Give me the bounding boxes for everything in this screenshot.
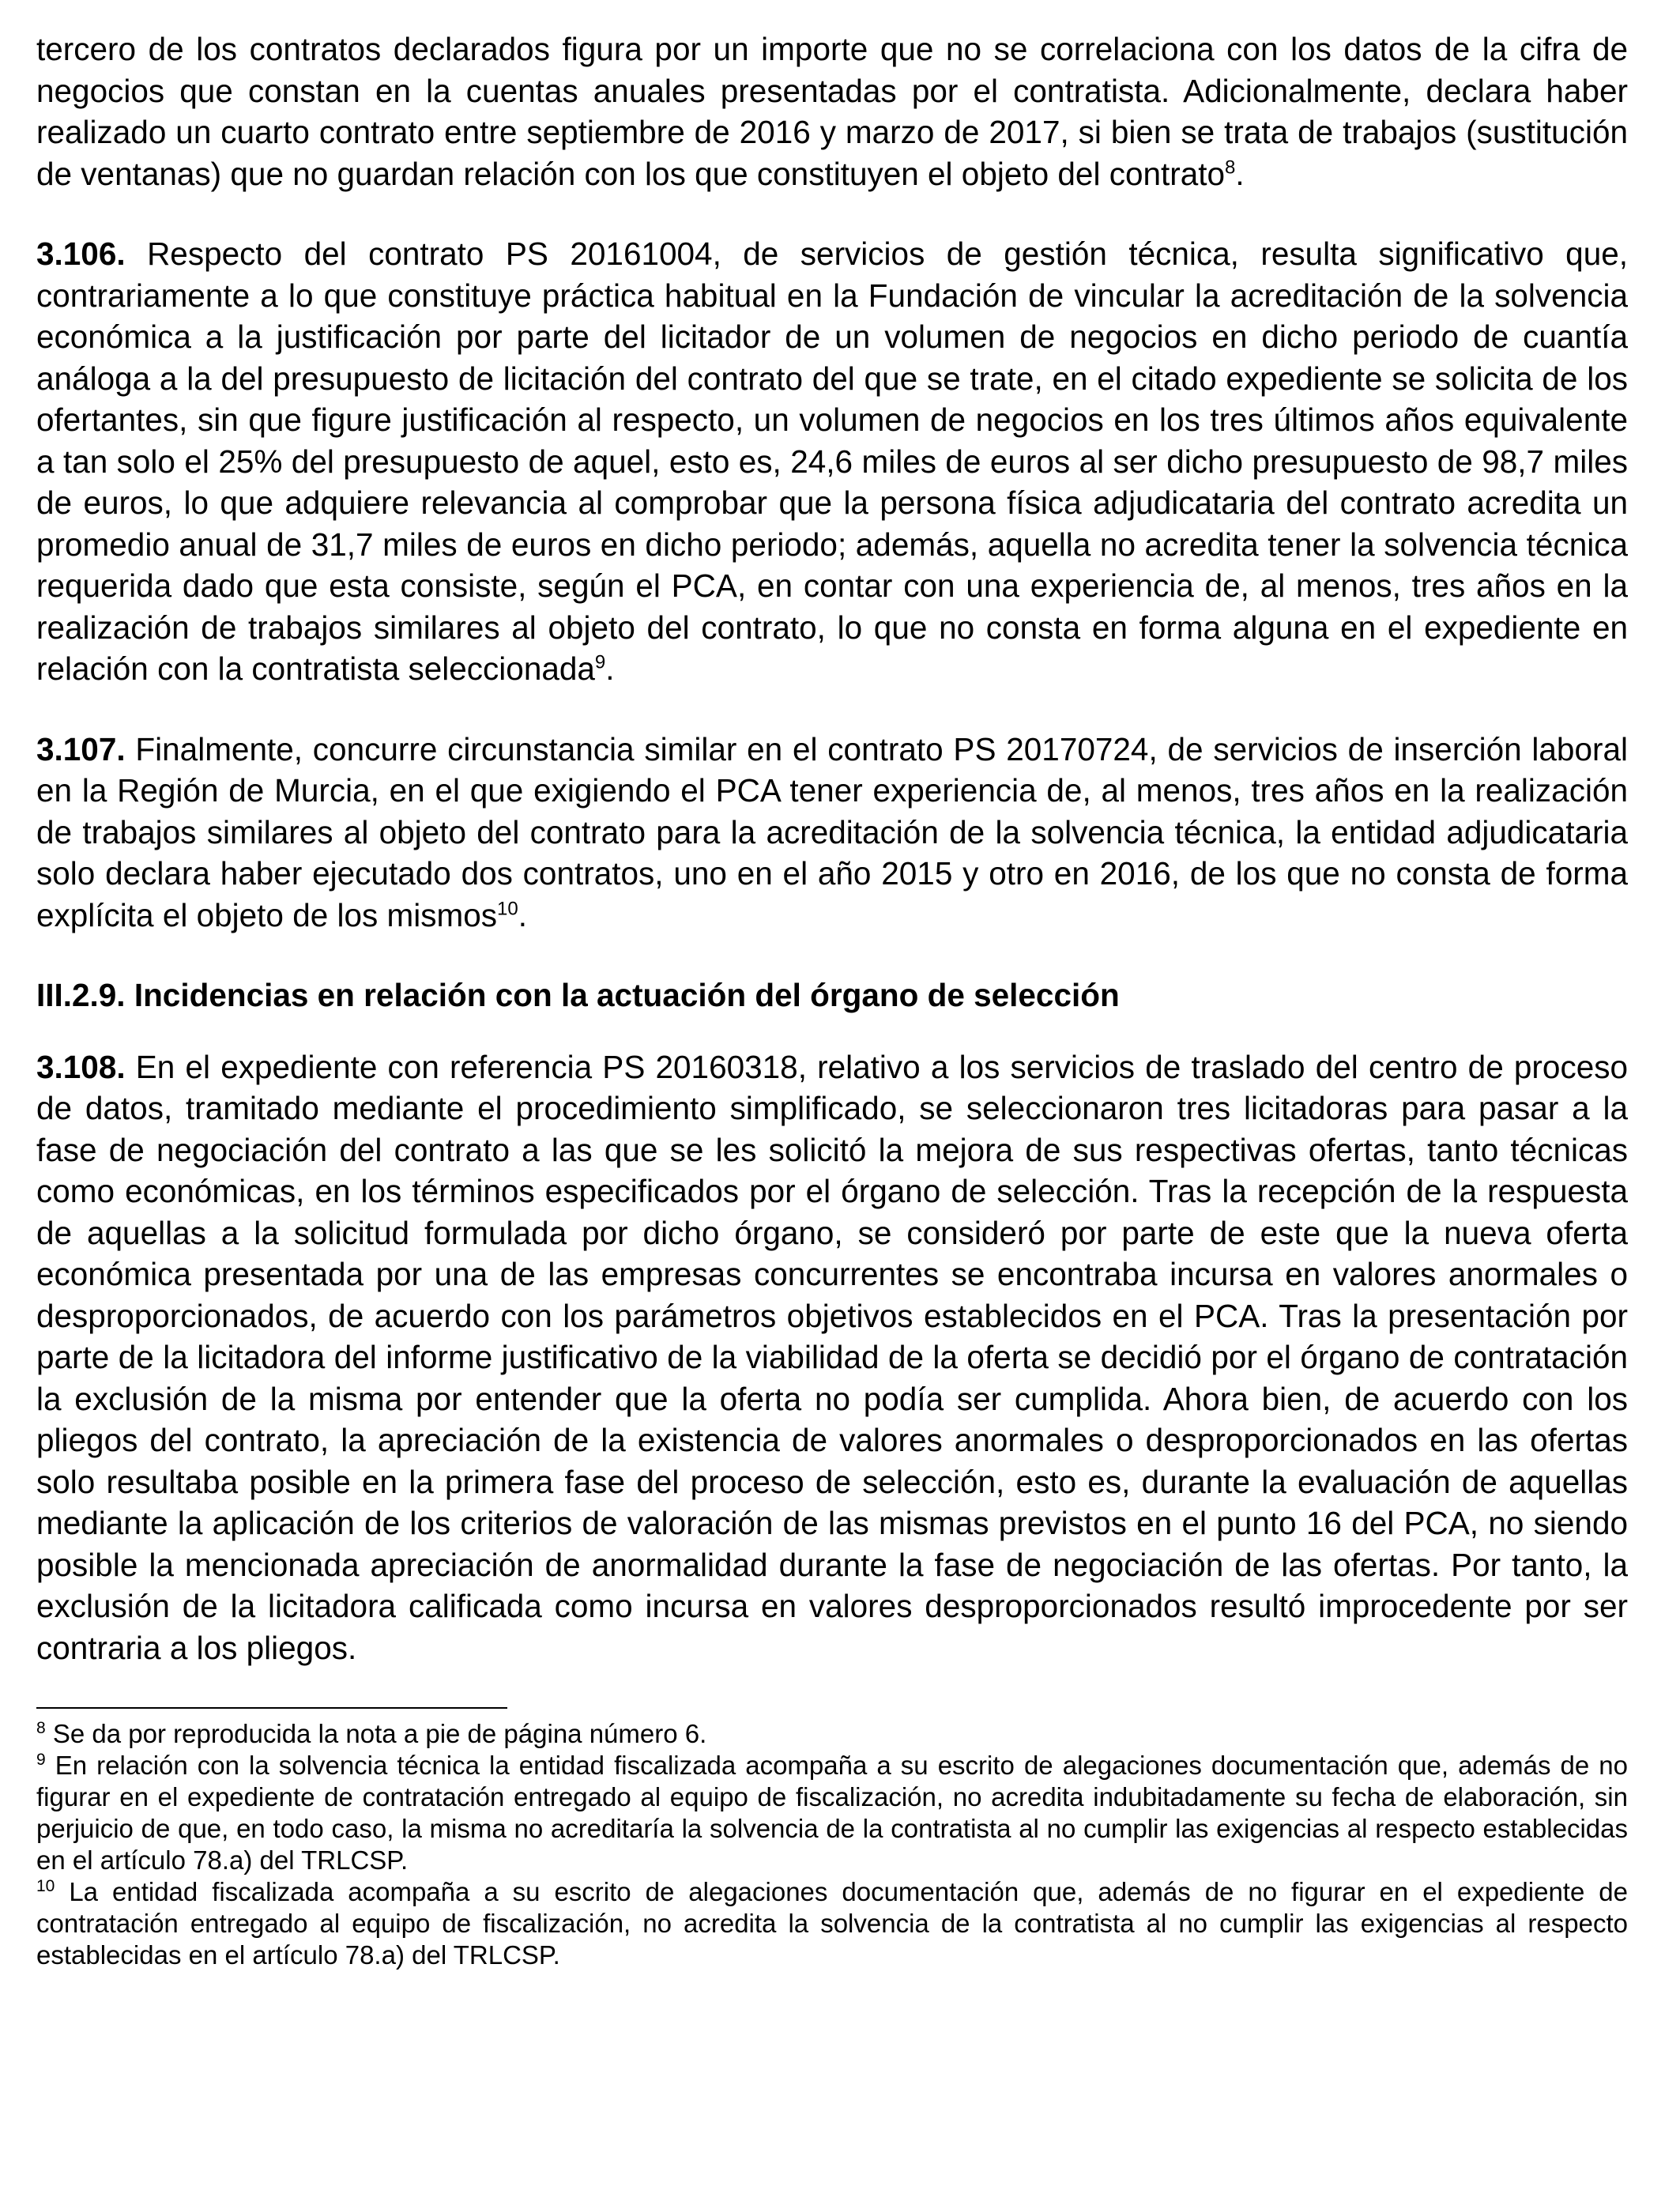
section-heading: III.2.9. Incidencias en relación con la actuación del órgano de selección <box>36 977 1120 1013</box>
paragraph-text: tercero de los contratos declarados figura por un importe que no se correlaciona con los datos de la cifra de negocios que constan en la cuentas anuales presentadas por el contratista. Adicionalmente, declara haber realizado un cuarto contrato entre septiembre de 2016 y marzo de 2017, si bien se trata de trabajos (sustitución de ventanas) que no guardan relación con los que constituyen el objeto del contrato <box>36 31 1628 192</box>
paragraph-3-106 <box>36 233 1628 690</box>
footnote-ref-9[interactable]: 9 <box>594 651 606 673</box>
paragraph-number: 3.106. <box>36 236 126 272</box>
footnote-number: 8 <box>36 1719 46 1737</box>
footnote-10 <box>36 1876 1628 1971</box>
paragraph-continuation <box>36 28 1628 194</box>
footnote-number: 9 <box>36 1751 46 1769</box>
footnote-8 <box>36 1718 1628 1750</box>
paragraph-3-107 <box>36 729 1628 937</box>
paragraph-3-108 <box>36 1046 1628 1669</box>
paragraph-number: 3.108. <box>36 1048 126 1085</box>
footnote-text: La entidad fiscalizada acompaña a su escrito de alegaciones documentación que, además de no figurar en el expediente de contratación entregado al equipo de fiscalización, no acredita la solvencia de la contratista al no cumplir las exigencias al respecto establecidas en el artículo 78.a) del TRLCSP. <box>36 1877 1628 1970</box>
document-page <box>36 28 1628 1971</box>
paragraph-tail: . <box>605 650 615 687</box>
paragraph-number: 3.107. <box>36 730 126 767</box>
paragraph-tail: . <box>1235 155 1245 192</box>
paragraph-text: En el expediente con referencia PS 20160318, relativo a los servicios de traslado del centro de proceso de datos, tramitado mediante el procedimiento simplificado, se seleccionaron tres licitadoras para pasar a la fase de negociación del contrato a las que se les solicitó la mejora de sus respectivas ofertas, tanto técnicas como económicas, en los términos especificados por el órgano de selección. Tras la recepción de la respuesta de aquellas a la solicitud formulada por dicho órgano, se consideró por parte de este que la nueva oferta económica presentada por una de las empresas concurrentes se encontraba incursa en valores anormales o desproporcionados, de acuerdo con los parámetros objetivos establecidos en el PCA. Tras la presentación por parte de la licitadora del informe justificativo de la viabilidad de la oferta se decidió por el órgano de contratación la exclusión de la misma por entender que la oferta no podía ser cumplida. Ahora bien, de acuerdo con los pliegos del contrato, la apreciación de la existencia de valores anormales o desproporcionados en las ofertas solo resultaba posible en la primera fase del proceso de selección, esto es, durante la evaluación de aquellas mediante la aplicación de los criterios de valoración de las mismas previstos en el punto 16 del PCA, no siendo posible la mencionada apreciación de anormalidad durante la fase de negociación de las ofertas. Por tanto, la exclusión de la licitadora calificada como incursa en valores desproporcionados resultó improcedente por ser contraria a los pliegos. <box>36 1048 1628 1666</box>
footnote-ref-8[interactable]: 8 <box>1225 156 1236 178</box>
footnote-text: Se da por reproducida la nota a pie de página número 6. <box>45 1719 707 1748</box>
footnote-separator <box>36 1707 507 1709</box>
paragraph-text: Respecto del contrato PS 20161004, de servicios de gestión técnica, resulta significativo que, contrariamente a lo que constituye práctica habitual en la Fundación de vincular la acreditación de la solvencia económica a la justificación por parte del licitador de un volumen de negocios en dicho periodo de cuantía análoga a la del presupuesto de licitación del contrato del que se trate, en el citado expediente se solicita de los ofertantes, sin que figure justificación al respecto, un volumen de negocios en los tres últimos años equivalente a tan solo el 25% del presupuesto de aquel, esto es, 24,6 miles de euros al ser dicho presupuesto de 98,7 miles de euros, lo que adquiere relevancia al comprobar que la persona física adjudicataria del contrato acredita un promedio anual de 31,7 miles de euros en dicho periodo; además, aquella no acredita tener la solvencia técnica requerida dado que esta consiste, según el PCA, en contar con una experiencia de, al menos, tres años en la realización de trabajos similares al objeto del contrato, lo que no consta en forma alguna en el expediente en relación con la contratista seleccionada <box>36 236 1628 687</box>
footnote-text: En relación con la solvencia técnica la entidad fiscalizada acompaña a su escrito de alegaciones documentación que, además de no figurar en el expediente de contratación entregado al equipo de fiscalización, no acredita indubitadamente su fecha de elaboración, sin perjuicio de que, en todo caso, la misma no acreditaría la solvencia de la contratista al no cumplir las exigencias al respecto establecidas en el artículo 78.a) del TRLCSP. <box>36 1751 1628 1875</box>
paragraph-text: Finalmente, concurre circunstancia similar en el contrato PS 20170724, de servicios de inserción laboral en la Región de Murcia, en el que exigiendo el PCA tener experiencia de, al menos, tres años en la realización de trabajos similares al objeto del contrato para la acreditación de la solvencia técnica, la entidad adjudicataria solo declara haber ejecutado dos contratos, uno en el año 2015 y otro en 2016, de los que no consta de forma explícita el objeto de los mismos <box>36 730 1628 933</box>
paragraph-tail: . <box>518 896 527 933</box>
footnote-9 <box>36 1750 1628 1876</box>
footnote-number: 10 <box>36 1877 55 1895</box>
footnote-ref-10[interactable]: 10 <box>497 898 518 919</box>
